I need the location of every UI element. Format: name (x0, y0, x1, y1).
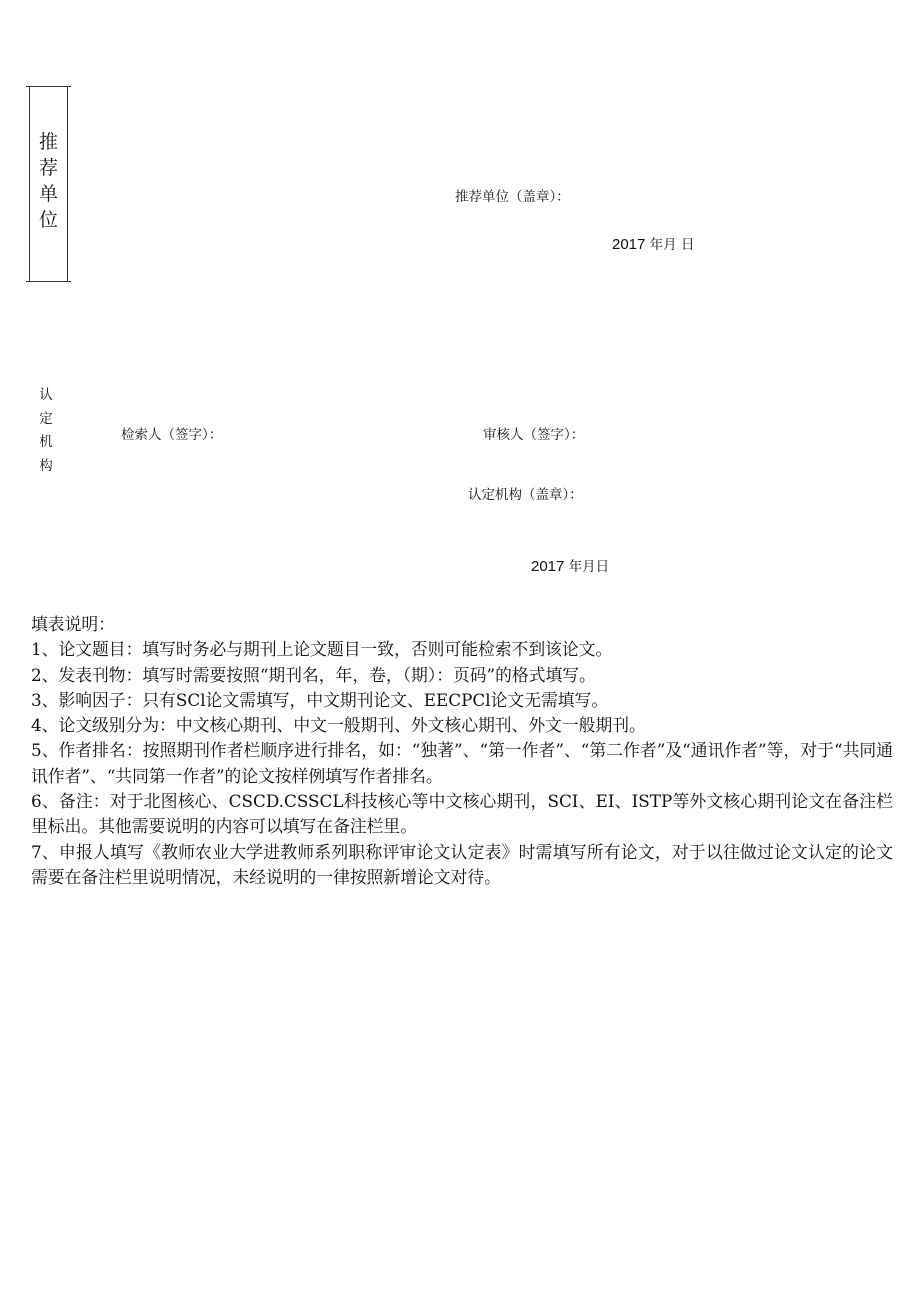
instruction-item: 7、申报人填写《教师农业大学进教师系列职称评审论文认定表》时需填写所有论文，对于以往做过论文认定的论文需要在备注栏里说明情况，未经说明的一律按照新增论文对待。 (31, 841, 893, 887)
recommend-seal-label: 推荐单位（盖章）： (455, 189, 570, 205)
certify-label-char: 构 (39, 457, 53, 474)
searcher-signature-label: 检索人（签字）： (121, 427, 223, 443)
certify-label (36, 384, 56, 478)
certify-label-char: 定 (39, 410, 53, 427)
certify-seal-label: 认定机构（盖章）： (468, 487, 583, 503)
recommend-label-char: 荐 (38, 157, 58, 179)
instruction-item: 5、作者排名：按照期刊作者栏顺序进行排名，如：“独著”、“第一作者”、“第二作者”及“通讯作者”等，对于“共同通讯作者”、“共同第一作者”的论文按样例填写作者排名。 (31, 740, 893, 786)
recommend-date-year: 2017 (612, 236, 646, 253)
reviewer-signature-label: 审核人（签字）： (483, 427, 585, 443)
recommend-label-char: 位 (38, 209, 58, 231)
fill-instructions (31, 612, 893, 890)
instruction-item: 2、发表刊物：填写时需要按照“期刊名，年，卷，（期）：页码”的格式填写。 (31, 664, 596, 685)
instruction-item: 4、论文级别分为：中文核心期刊、中文一般期刊、外文核心期刊、外文一般期刊。 (31, 715, 646, 736)
instruction-item: 3、影响因子：只有SCl论文需填写，中文期刊论文、EECPCl论文无需填写。 (31, 689, 609, 710)
recommend-label-char: 推 (38, 131, 58, 153)
recommend-label-box (29, 86, 68, 282)
recommend-label-char: 单 (38, 183, 58, 205)
certify-date-rest: 年月日 (568, 559, 610, 575)
certify-label-char: 认 (39, 387, 53, 403)
recommend-date (612, 233, 694, 253)
instruction-item: 1、论文题目：填写时务必与期刊上论文题目一致，否则可能检索不到该论文。 (31, 639, 613, 660)
recommend-date-rest: 年月 日 (649, 237, 695, 253)
certify-date (531, 555, 609, 575)
recommend-label (30, 129, 67, 233)
certify-label-char: 机 (39, 434, 53, 450)
instruction-item: 6、备注：对于北图核心、CSCD.CSSCL科技核心等中文核心期刊，SCI、EI、ISTP等外文核心期刊论文在备注栏里标出。其他需要说明的内容可以填写在备注栏里。 (31, 791, 893, 837)
certify-date-year: 2017 (531, 558, 565, 575)
instructions-title: 填表说明： (31, 614, 115, 634)
